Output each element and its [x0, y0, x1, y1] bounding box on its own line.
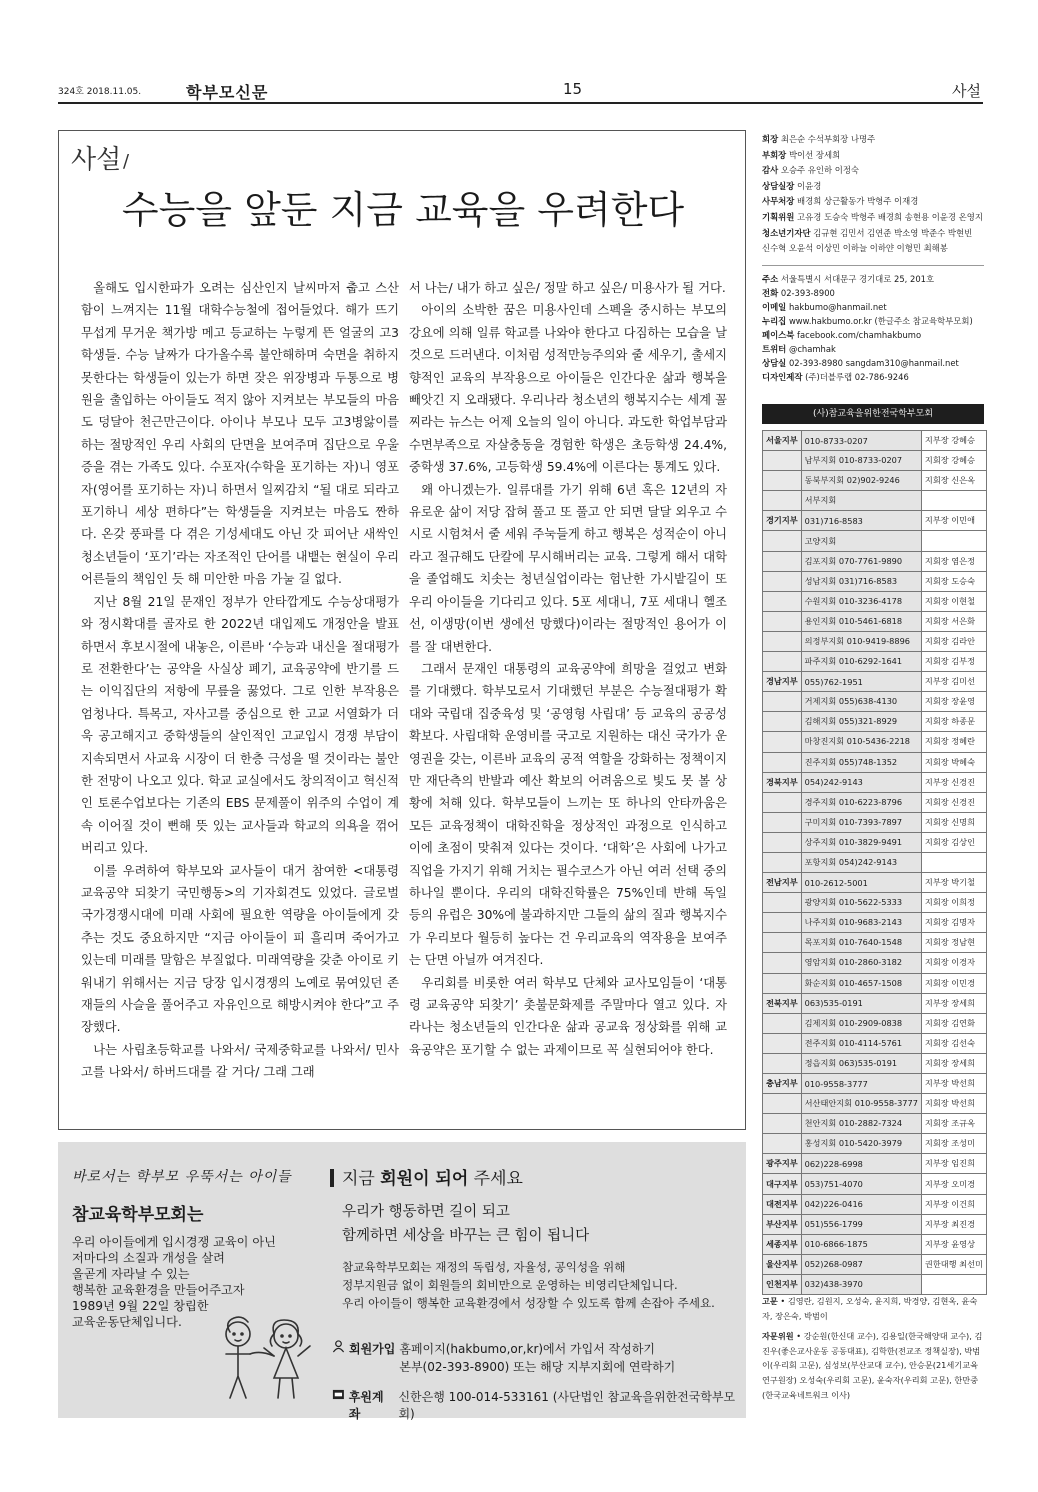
branch-row: [763, 852, 987, 872]
branch-sub: 010-6866-1875: [801, 1234, 921, 1254]
advisors-names: 강순원(한신대 교수), 김용일(한국해양대 교수), 김진우(좋은교사운동 공동대표), 김학한(전교조 정책실장), 박범이(우리회 고문), 심성보(부산교대 교수), 안승문(21세기교육연구원장) 오성숙(우리회 고문), 윤숙자(우리회 고문), 한만중(한국교육네트워크 이사): [762, 1331, 983, 1400]
contact-value: hakbumo@hanmail.net: [788, 301, 887, 312]
staff-role: 기획위원: [762, 211, 795, 222]
branch-lead: 지부장 신경진: [921, 772, 986, 792]
branch-region: [763, 852, 802, 872]
page-header: [58, 80, 983, 104]
branch-lead: 지회장 도승숙: [921, 571, 986, 591]
contact-row: [762, 272, 984, 286]
branch-region: 서울지부: [763, 431, 802, 451]
advisors-gomun: 고문 • 김영란, 김원지, 오성숙, 윤지희, 박경양, 김현옥, 윤숙자, 장은숙, 박범이: [762, 1296, 978, 1321]
contact-row: [762, 356, 984, 370]
editorial-label: 사설: [71, 145, 122, 175]
branch-region: [763, 531, 802, 551]
children-illustration-icon: [208, 1312, 318, 1412]
branch-region: [763, 551, 802, 571]
join-howto: [332, 1340, 675, 1376]
branch-sub: 남부지회 010-8733-0207: [801, 451, 921, 471]
contact-label: 주소: [762, 273, 779, 284]
branch-lead: 지부장 박선희: [921, 1074, 986, 1094]
branch-row: [763, 1094, 987, 1114]
contact-row: [762, 328, 984, 342]
contact-row: [762, 314, 984, 328]
branch-region: [763, 933, 802, 953]
join-title-text: 지금: [342, 1169, 381, 1189]
person-icon: [332, 1340, 345, 1353]
branch-lead: 지부장 임진희: [921, 1154, 986, 1174]
branch-row: [763, 652, 987, 672]
donation-info: [332, 1388, 746, 1422]
branch-sub: 포항지회 054)242-9143: [801, 852, 921, 872]
contact-label: 트위터: [762, 343, 787, 354]
slash-mark-icon: /: [123, 151, 130, 172]
branch-sub: 055)762-1951: [801, 672, 921, 692]
branch-table-body: [763, 431, 987, 1295]
branch-row: [763, 772, 987, 792]
branch-lead: 지회장 조성미: [921, 1134, 986, 1154]
staff-names: 김규현 김민서 김연준 박소영 박준수 박현빈: [813, 227, 973, 238]
branch-region: 경기지부: [763, 511, 802, 531]
branch-lead: 지부장 박기철: [921, 873, 986, 893]
branch-sub: 053)751-4070: [801, 1174, 921, 1194]
contact-row: [762, 370, 984, 384]
divider: [762, 265, 984, 266]
branch-row: [763, 913, 987, 933]
branch-row: [763, 431, 987, 451]
branch-region: [763, 611, 802, 631]
contact-label: 페이스북: [762, 329, 795, 340]
join-lead: [342, 1200, 589, 1248]
contact-value: www.hakbumo.or.kr (한글주소 참교육학부모회): [788, 315, 973, 326]
contact-row: [762, 286, 984, 300]
staff-names: 이윤경: [797, 180, 822, 191]
branch-row: [763, 1053, 987, 1073]
branch-sub: 031)716-8583: [801, 511, 921, 531]
advisors-label: 고문: [762, 1296, 778, 1306]
staff-role: 회장: [762, 134, 779, 144]
page-number: 15: [563, 80, 583, 98]
branch-sub: 천안지회 010-2882-7324: [801, 1114, 921, 1134]
contact-value: 02-393-8900: [780, 287, 835, 298]
join-step: 본부(02-393-8900) 또는 해당 지부지회에 연락하기: [399, 1360, 676, 1374]
staff-role: 감사: [762, 165, 779, 176]
contact-row: [762, 342, 984, 356]
staff-names: 박이선 장세희: [788, 149, 841, 160]
join-title-text: 주세요: [468, 1169, 523, 1189]
branch-region: 경남지부: [763, 672, 802, 692]
branch-row: [763, 631, 987, 651]
branch-region: [763, 631, 802, 651]
join-title: [330, 1164, 523, 1189]
branch-region: 세종지부: [763, 1234, 802, 1254]
paragraph: 왜 아니겠는가. 일류대를 가기 위해 6년 혹은 12년의 자유로운 삶이 저당 잡혀 풀고 또 풀고 안 되면 달달 외우고 수시로 시험쳐서 줄 세워 주눅들게 하고 행복은 성적순이 아니라고 절규해도 단칼에 무시해버리는 교육. 그렇게 해서 대학을 졸업해도 치솟는 청년실업이라는 험난한 가시밭길이 또 우리 아이들을 기다리고 있다. 5포 세대니, 7포 세대니 헬조선, 이생망(이번 생에선 망했다)이라는 절망적인 용어가 이를 잘 대변한다.: [409, 482, 727, 654]
branch-region: [763, 1053, 802, 1073]
branch-row: [763, 1134, 987, 1154]
branch-lead: 지부장 강혜승: [921, 431, 986, 451]
branch-sub: 054)242-9143: [801, 772, 921, 792]
branch-region: 대전지부: [763, 1194, 802, 1214]
branch-lead: 지회장 이희정: [921, 893, 986, 913]
branch-sub: 김제지회 010-2909-0838: [801, 1013, 921, 1033]
branch-sub: 김해지회 055)321-8929: [801, 712, 921, 732]
branch-region: [763, 591, 802, 611]
branch-row: [763, 893, 987, 913]
staff-role: 사무처장: [762, 196, 795, 207]
branch-row: [763, 1254, 987, 1274]
paragraph: 그래서 문재인 대통령의 교육공약에 희망을 걸었고 변화를 기대했다. 학부모로서 기대했던 부분은 수능절대평가 확대와 국립대 집중육성 및 ‘공영형 사립대’ 등 교육의 공공성 확보다. 사립대학 운영비를 국고로 지원하는 대신 국가가 운영권을 갖는, 이른바 교육의 공적 역할을 강화하는 정책이지만 재단측의 반발과 예산 확보의 어려움으로 빛도 못 볼 상황에 처해 있다. 학부모들이 느끼는 또 하나의 안타까움은 모든 교육정책이 대학진학을 정상적인 과정으로 인식하고 이에 초점이 맞춰져 있다는 것이다. ‘대학’은 사회에 나가고 직업을 가지기 위해 거치는 필수코스가 아닌 여러 선택 중의 하나일 뿐이다. 우리의 대학진학률은 75%인데 반해 독일 등의 유럽은 30%에 불과하지만 그들의 삶의 질과 행복지수가 우리보다 월등히 높다는 건 우리교육의 역작용을 보여주는 단면 아닐까 여겨진다.: [409, 661, 727, 968]
branch-lead: [921, 491, 986, 511]
branch-row: [763, 1013, 987, 1033]
branch-lead: 지회장 신명희: [921, 812, 986, 832]
branch-lead: 지회장 신경진: [921, 792, 986, 812]
branch-lead: 지회장 이민경: [921, 973, 986, 993]
editorial-column-2: [409, 277, 727, 1061]
advisors-jamun: 자문위원 • 강순원(한신대 교수), 김용일(한국해양대 교수), 김진우(좋은교사운동 공동대표), 김학한(전교조 정책실장), 박범이(우리회 고문), 심성보(부산교대 교수), 안승문(21세기교육연구원장) 오성숙(우리회 고문), 윤숙자(우리회 고문), 한만중(한국교육네트워크 이사): [762, 1331, 983, 1400]
contact-row: [762, 300, 984, 314]
branch-table: [762, 430, 987, 1295]
paragraph: 올해도 입시한파가 오려는 심산인지 날씨마저 춥고 스산함이 느껴지는 11월 대학수능철에 접어들었다. 해가 뜨기 무섭게 무거운 책가방 메고 등교하는 누렇게 뜬 얼굴의 고3학생들. 수능 날짜가 다가올수록 불안해하며 숙면을 취하지 못한다는 학생들이 있는가 하면 잦은 위장병과 두통으로 병원을 출입하는 아이들도 적지 않아 지켜보는 부모들의 마음도 덩달아 천근만근이다. 아이나 부모나 모두 고3병앓이를 하는 절망적인 우리 사회의 단면을 보여주며 집단으로 우울증을 겪는 가족도 있다. 수포자(수학을 포기하는 자)니 영포자(영어를 포기하는 자)니 하면서 일찌감치 “될 대로 되라고 포기하니 세상 편하다”는 학생들을 지켜보는 마음도 짠하다. 온갖 풍파를 다 겪은 기성세대도 아닌 갓 피어난 새싹인 청소년들이 ‘포기’라는 자조적인 단어를 내뱉는 현실이 우리 어른들의 책임인 듯 해 미안한 마음 가눌 길 없다.: [81, 281, 399, 587]
staff-list: [762, 132, 984, 257]
branch-region: 울산지부: [763, 1254, 802, 1274]
staff-row: [762, 163, 984, 179]
join-row: [332, 1340, 675, 1376]
ad-slogan: 바로서는 학부모 우뚝서는 아이들: [72, 1169, 292, 1185]
branch-lead: 지회장 이현철: [921, 591, 986, 611]
branch-lead: 권한대행 최선미: [921, 1254, 986, 1274]
branch-row: [763, 1174, 987, 1194]
branch-lead: 지회장 장윤영: [921, 692, 986, 712]
branch-region: [763, 1094, 802, 1114]
advisors-label: 자문위원: [762, 1331, 794, 1342]
branch-lead: 지회장 김연화: [921, 1013, 986, 1033]
branch-region: 충남지부: [763, 1074, 802, 1094]
issue-info: 324호 2018.11.05.: [58, 87, 142, 97]
paragraph: 서 나는/ 내가 하고 싶은/ 정말 하고 싶은/ 미용사가 될 거다.: [409, 281, 726, 295]
branch-region: [763, 913, 802, 933]
branch-sub: 052)268-0987: [801, 1254, 921, 1274]
branch-lead: 지회장 장세희: [921, 1053, 986, 1073]
desc-line: 참교육학부모회는 재정의 독립성, 자율성, 공익성을 위해: [342, 1260, 626, 1274]
branch-region: [763, 1134, 802, 1154]
branch-lead: 지부장 김미선: [921, 672, 986, 692]
branch-sub: 동북부지회 02)902-9246: [801, 471, 921, 491]
contact-label: 이메일: [762, 301, 787, 312]
branch-lead: 지부장 윤영상: [921, 1234, 986, 1254]
branch-lead: 지회장 박선희: [921, 1094, 986, 1114]
ad-org-name: 참교육학부모회는: [72, 1205, 204, 1225]
branch-sub: 서산태안지회 010-9558-3777: [801, 1094, 921, 1114]
branch-row: [763, 511, 987, 531]
branch-sub: 영암지회 010-2860-3182: [801, 953, 921, 973]
contact-label: 누리집: [762, 315, 787, 326]
branch-sub: 용인지회 010-5461-6818: [801, 611, 921, 631]
contact-value: 서울특별시 서대문구 경기대로 25, 201호: [780, 273, 935, 284]
branch-lead: 지회장 신은옥: [921, 471, 986, 491]
join-title-emphasis: 회원이 되어: [380, 1169, 469, 1189]
contact-value: facebook.com/chamhakbumo: [797, 329, 922, 340]
branch-row: [763, 531, 987, 551]
staff-names: 오승주 유인하 이정숙: [780, 165, 859, 176]
contact-label: 전화: [762, 287, 779, 298]
branch-lead: 지회장 김부정: [921, 652, 986, 672]
branch-lead: 지부장 최진경: [921, 1214, 986, 1234]
mission-line: 저마다의 소질과 개성을 살려: [72, 1251, 225, 1265]
branch-sub: 062)228-6998: [801, 1154, 921, 1174]
branch-row: [763, 672, 987, 692]
branch-region: [763, 451, 802, 471]
branch-region: [763, 712, 802, 732]
branch-sub: 진주지회 055)748-1352: [801, 752, 921, 772]
masthead: [762, 132, 984, 384]
branch-row: [763, 812, 987, 832]
contact-value: (주)더블루랩 02-786-9246: [805, 371, 909, 382]
branch-region: 전북지부: [763, 993, 802, 1013]
branch-lead: 지부장 장세희: [921, 993, 986, 1013]
branch-region: [763, 1114, 802, 1134]
branch-region: [763, 571, 802, 591]
branch-region: 전남지부: [763, 873, 802, 893]
branch-sub: 의정부지회 010-9419-8896: [801, 631, 921, 651]
branch-row: [763, 692, 987, 712]
mission-line: 우리 아이들에게 입시경쟁 교육이 아닌: [72, 1235, 276, 1249]
paragraph: 아이의 소박한 꿈은 미용사인데 스펙을 중시하는 부모의 강요에 의해 일류 학교를 나와야 한다고 다짐하는 모습을 날것으로 드러낸다. 이처럼 성적만능주의와 줄 세우기, 출세지향적인 교육의 부작용으로 아이들은 인간다운 삶과 행복을 빼앗긴 지 오래됐다. 우리나라 청소년의 행복지수는 세계 꼴찌라는 뉴스는 어제 오늘의 일이 아니다. 과도한 학업부담과 수면부족으로 자살충동을 경험한 학생은 초등학생 24.4%, 중학생 37.6%, 고등학생 59.4%에 이른다는 통계도 있다.: [409, 303, 727, 475]
advisors-names: 김영란, 김원지, 오성숙, 윤지희, 박경양, 김현옥, 윤숙자, 장은숙, 박범이: [762, 1296, 978, 1321]
branch-row: [763, 953, 987, 973]
branch-sub: 목포지회 010-7640-1548: [801, 933, 921, 953]
desc-line: 정부지원금 없이 회원들의 회비만으로 운영하는 비영리단체입니다.: [342, 1278, 678, 1292]
branch-region: [763, 792, 802, 812]
branch-sub: 나주지회 010-9683-2143: [801, 913, 921, 933]
branch-lead: 지부장 오미경: [921, 1174, 986, 1194]
join-steps: [399, 1340, 675, 1376]
join-label: 회원가입: [349, 1342, 396, 1356]
branch-row: [763, 993, 987, 1013]
desc-line: 우리 아이들이 행복한 교육환경에서 성장할 수 있도록 함께 손잡아 주세요.: [342, 1296, 715, 1310]
membership-ad: [58, 1142, 746, 1421]
staff-names: 배경희 상근활동가 박형주 이재경: [797, 196, 919, 207]
branch-region: [763, 752, 802, 772]
branch-row: [763, 551, 987, 571]
branch-sub: 서부지회: [801, 491, 921, 511]
branch-sub: 전주지회 010-4114-5761: [801, 1033, 921, 1053]
staff-row: [762, 241, 984, 257]
branch-sub: 상주지회 010-3829-9491: [801, 832, 921, 852]
staff-row: [762, 194, 984, 210]
editorial-box: [58, 130, 746, 1130]
contact-list: [762, 272, 984, 384]
mission-line: 행복한 교육환경을 만들어주고자: [72, 1283, 245, 1297]
branch-row: [763, 792, 987, 812]
staff-names: 최은순 수석부회장 나명주: [780, 134, 876, 144]
branch-region: [763, 893, 802, 913]
staff-role: 부회장: [762, 149, 787, 160]
branch-region: 인천지부: [763, 1274, 802, 1294]
branch-row: [763, 1114, 987, 1134]
branch-lead: 지회장 김상인: [921, 832, 986, 852]
mission-line: 교육운동단체입니다.: [72, 1315, 182, 1329]
branch-row: [763, 491, 987, 511]
branch-lead: 지회장 하종문: [921, 712, 986, 732]
branch-region: [763, 692, 802, 712]
branch-lead: [921, 531, 986, 551]
branch-lead: 지회장 김라안: [921, 631, 986, 651]
branch-row: [763, 611, 987, 631]
branch-row: [763, 571, 987, 591]
editorial-column-1: [81, 277, 399, 1084]
branch-sub: 042)226-0416: [801, 1194, 921, 1214]
branch-region: [763, 973, 802, 993]
branch-region: [763, 1033, 802, 1053]
staff-row: [762, 132, 984, 148]
staff-role: 상담실장: [762, 180, 795, 191]
branch-row: [763, 1274, 987, 1294]
branch-region: 부산지부: [763, 1214, 802, 1234]
staff-row: [762, 148, 984, 164]
donate-account: 신한은행 100-014-533161 (사단법인 참교육을위한전국학부모회): [398, 1390, 736, 1421]
contact-value: @chamhak: [788, 343, 836, 354]
branch-lead: [921, 1274, 986, 1294]
branch-sub: 063)535-0191: [801, 993, 921, 1013]
branch-region: [763, 953, 802, 973]
staff-names: 고유경 도승숙 박형주 배경희 송현용 이윤경 온영지: [797, 211, 983, 222]
branch-lead: 지회장 서은화: [921, 611, 986, 631]
branch-sub: 수원지회 010-3236-4178: [801, 591, 921, 611]
mission-line: 올곧게 자라날 수 있는: [72, 1267, 190, 1281]
paper-name: 학부모신문: [186, 83, 269, 102]
branch-lead: 지회장 강혜승: [921, 451, 986, 471]
branch-sub: 051)556-1799: [801, 1214, 921, 1234]
branch-region: [763, 732, 802, 752]
branch-table-header: (사)참교육을위한전국학부모회: [762, 404, 984, 424]
contact-label: 디자인제작: [762, 371, 803, 382]
branch-sub: 010-2612-5001: [801, 873, 921, 893]
branch-sub: 김포지회 070-7761-9890: [801, 551, 921, 571]
branch-lead: [921, 852, 986, 872]
branch-sub: 거제지회 055)638-4130: [801, 692, 921, 712]
branch-region: 대구지부: [763, 1174, 802, 1194]
branch-row: [763, 1074, 987, 1094]
branch-sub: 010-9558-3777: [801, 1074, 921, 1094]
branch-lead: 지회장 염은정: [921, 551, 986, 571]
join-description: [342, 1258, 715, 1312]
paragraph: 나는 사립초등학교를 나와서/ 국제중학교를 나와서/ 민사고를 나와서/ 하버드대를 갈 거다/ 그래 그래: [81, 1042, 399, 1080]
branch-lead: 지부장 이건희: [921, 1194, 986, 1214]
branch-sub: 파주지회 010-6292-1641: [801, 652, 921, 672]
branch-lead: 지회장 박혜숙: [921, 752, 986, 772]
advisors: [762, 1294, 984, 1408]
branch-row: [763, 1154, 987, 1174]
branch-row: [763, 451, 987, 471]
contact-value: 02-393-8980 sangdam310@hanmail.net: [788, 357, 959, 368]
branch-lead: 지회장 김선숙: [921, 1033, 986, 1053]
branch-sub: 고양지회: [801, 531, 921, 551]
branch-region: [763, 491, 802, 511]
branch-lead: 지회장 조규옥: [921, 1114, 986, 1134]
branch-sub: 화순지회 010-4657-1508: [801, 973, 921, 993]
title-bar: [330, 1169, 334, 1187]
contact-label: 상담실: [762, 357, 787, 368]
staff-row: [762, 210, 984, 226]
section-name: 사설: [952, 82, 981, 100]
bank-icon: [332, 1388, 345, 1401]
branch-row: [763, 1214, 987, 1234]
branch-sub: 032)438-3970: [801, 1274, 921, 1294]
branch-sub: 성남지회 031)716-8583: [801, 571, 921, 591]
branch-row: [763, 591, 987, 611]
branch-region: [763, 832, 802, 852]
editorial-title: 수능을 앞둔 지금 교육을 우려한다: [121, 188, 685, 232]
staff-row: [762, 179, 984, 195]
paragraph: 지난 8월 21일 문재인 정부가 안타깝게도 수능상대평가와 정시확대를 골자로 한 2022년 대입제도 개정안을 발표하면서 후보시절에 내놓은, 이른바 ‘수능과 내신을 절대평가로 전환한다’는 공약을 사실상 폐기, 교육공약에 반기를 드는 이익집단의 저항에 무릎을 꿇었다. 그로 인한 부작용은 엄청나다. 특목고, 자사고를 중심으로 한 고교 서열화가 더욱 공고해지고 중학생들의 살인적인 고교입시 경쟁 부담이 지속되면서 사교육 시장이 더 한층 극성을 떨 것이라는 불안한 전망이 나오고 있다. 학교 교실에서도 창의적이고 혁신적인 토론수업보다는 기존의 EBS 문제풀이 위주의 수업이 계속 이어질 것이 뻔해 뜻 있는 교사들과 학교의 의욕을 꺾어버리고 있다.: [81, 594, 399, 856]
branch-region: 경북지부: [763, 772, 802, 792]
branch-sub: 정읍지회 063)535-0191: [801, 1053, 921, 1073]
branch-sub: 구미지회 010-7393-7897: [801, 812, 921, 832]
branch-lead: 지회장 정남현: [921, 933, 986, 953]
branch-sub: 경주지회 010-6223-8796: [801, 792, 921, 812]
branch-region: [763, 471, 802, 491]
branch-row: [763, 712, 987, 732]
branch-region: [763, 652, 802, 672]
branch-row: [763, 933, 987, 953]
branch-sub: 홍성지회 010-5420-3979: [801, 1134, 921, 1154]
branch-lead: 지회장 정혜란: [921, 732, 986, 752]
branch-row: [763, 832, 987, 852]
branch-row: [763, 973, 987, 993]
branch-region: [763, 812, 802, 832]
branch-row: [763, 873, 987, 893]
donate-label: 후원계좌: [348, 1390, 384, 1421]
paragraph: 이를 우려하여 학부모와 교사들이 대거 참여한 <대통령 교육공약 되찾기 국민행동>의 기자회견도 있었다. 글로벌 국가경쟁시대에 미래 사회에 필요한 역량을 아이들에게 갖추는 것도 중요하지만 “지금 아이들이 피 흘리며 죽어가고 있는데 미래를 말함은 부질없다. 미래역량을 갖춘 아이로 키워내기 위해서는 지금 당장 입시경쟁의 노예로 묶여있던 존재들의 사슬을 풀어주고 자유인으로 해방시켜야 한다”고 주장했다.: [81, 863, 399, 1035]
branch-lead: 지회장 이경자: [921, 953, 986, 973]
branch-lead: 지부장 이민애: [921, 511, 986, 531]
branch-row: [763, 471, 987, 491]
branch-sub: 광양지회 010-5622-5333: [801, 893, 921, 913]
branch-row: [763, 1194, 987, 1214]
branch-row: [763, 1033, 987, 1053]
branch-region: [763, 1013, 802, 1033]
join-step: 홈페이지(hakbumo,or,kr)에서 가입서 작성하기: [399, 1342, 656, 1356]
staff-names: 신수혁 오윤석 이상민 이하늘 이하얀 이형민 최해봉: [762, 243, 948, 254]
staff-row: [762, 226, 984, 242]
branch-region: 광주지부: [763, 1154, 802, 1174]
branch-lead: 지회장 김명자: [921, 913, 986, 933]
lead-line: 우리가 행동하면 길이 되고: [342, 1204, 510, 1220]
branch-row: [763, 732, 987, 752]
staff-role: 청소년기자단: [762, 227, 811, 238]
mission-line: 1989년 9월 22일 창립한: [72, 1299, 209, 1313]
lead-line: 함께하면 세상을 바꾸는 큰 힘이 됩니다: [342, 1228, 590, 1244]
branch-sub: 마창진지회 010-5436-2218: [801, 732, 921, 752]
branch-sub: 010-8733-0207: [801, 431, 921, 451]
branch-row: [763, 752, 987, 772]
paragraph: 우리회를 비롯한 여러 학부모 단체와 교사모임들이 ‘대통령 교육공약 되찾기’ 촛불문화제를 주말마다 열고 있다. 자라나는 청소년들의 인간다운 삶과 공교육 정상화를 위해 교육공약은 포기할 수 없는 과제이므로 꼭 실현되어야 한다.: [409, 975, 727, 1057]
branch-row: [763, 1234, 987, 1254]
